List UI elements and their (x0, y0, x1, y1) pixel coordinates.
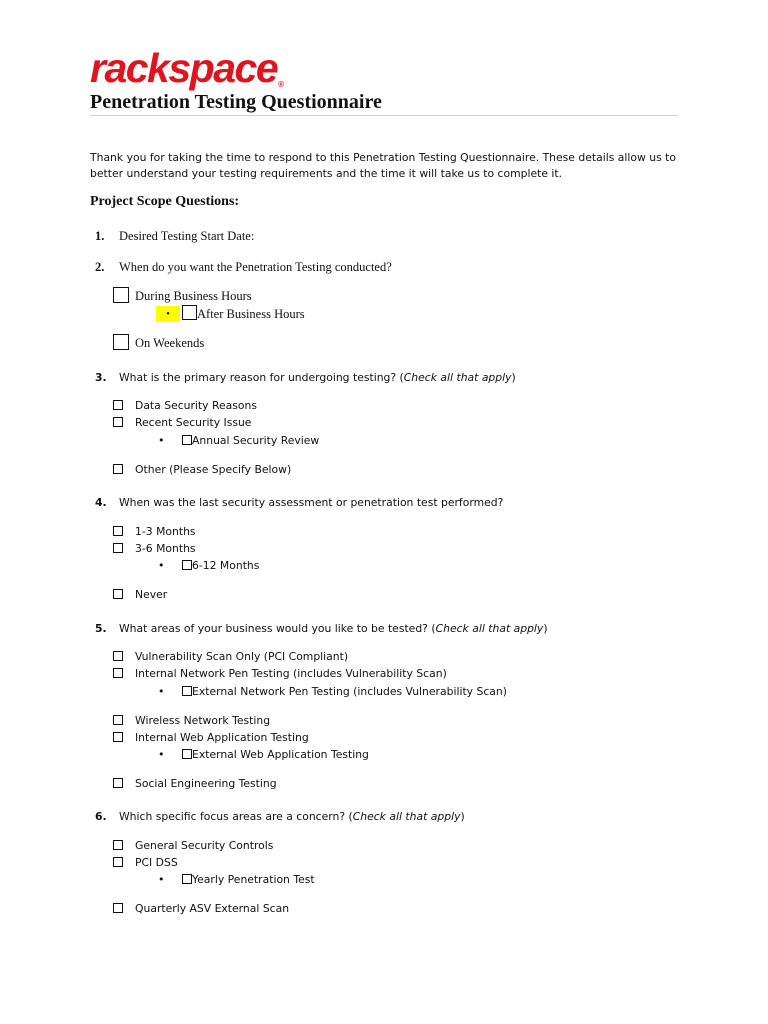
option-label: 1-3 Months (135, 525, 196, 538)
intro-line-1: Thank you for taking the time to respond to this Penetration Testing Questionnaire. These details allow us to (90, 151, 676, 164)
checkbox[interactable] (113, 778, 123, 788)
option-label: Internal Network Pen Testing (includes Vulnerability Scan) (135, 667, 447, 680)
question-number: 2. (95, 260, 105, 274)
question-text: What is the primary reason for undergoing testing? (Check all that apply) (119, 371, 516, 384)
option-label: 3-6 Months (135, 542, 196, 555)
checkbox[interactable] (113, 732, 123, 742)
section-heading: Project Scope Questions: (90, 194, 240, 209)
question-text: When do you want the Penetration Testing conducted? (119, 260, 392, 274)
checkbox[interactable] (113, 464, 123, 474)
checkbox[interactable] (113, 903, 123, 913)
question-number: 6. (95, 810, 107, 823)
page-title: Penetration Testing Questionnaire (90, 91, 382, 113)
option-label: Annual Security Review (192, 434, 320, 447)
question-number: 4. (95, 496, 107, 509)
checkbox[interactable] (113, 400, 123, 410)
option-label: General Security Controls (135, 839, 274, 852)
checkbox[interactable] (113, 840, 123, 850)
option-label: Data Security Reasons (135, 399, 257, 412)
option-label: Other (Please Specify Below) (135, 463, 292, 476)
option-label: 6-12 Months (192, 559, 260, 572)
question-number: 1. (95, 229, 105, 243)
bullet-icon: • (158, 873, 165, 886)
option-label: Vulnerability Scan Only (PCI Compliant) (135, 650, 349, 663)
checkbox[interactable] (182, 560, 192, 570)
checkbox[interactable] (182, 874, 192, 884)
bullet-icon: • (158, 685, 165, 698)
option-label: Recent Security Issue (135, 416, 252, 429)
question-text: Which specific focus areas are a concern? (Check all that apply) (119, 810, 465, 823)
checkbox[interactable] (113, 526, 123, 536)
intro-paragraph (90, 150, 676, 182)
option-label: Social Engineering Testing (135, 777, 277, 790)
intro-line-2: better understand your testing requirements and the time it will take us to complete it. (90, 167, 563, 180)
checkbox[interactable] (182, 435, 192, 445)
checkbox[interactable] (113, 715, 123, 725)
checkbox[interactable] (113, 651, 123, 661)
question-text: What areas of your business would you like to be tested? (Check all that apply) (119, 622, 548, 635)
checkbox[interactable] (113, 543, 123, 553)
checkbox[interactable] (113, 589, 123, 599)
checkbox[interactable] (182, 305, 197, 320)
checkbox[interactable] (113, 334, 129, 350)
bullet-icon: • (158, 434, 165, 447)
option-label: Yearly Penetration Test (192, 873, 315, 886)
checkbox[interactable] (182, 749, 192, 759)
option-label: External Network Pen Testing (includes Vulnerability Scan) (192, 685, 507, 698)
checkbox[interactable] (113, 857, 123, 867)
option-label: Never (135, 588, 168, 601)
option-label: PCI DSS (135, 856, 178, 869)
bullet-icon: • (158, 748, 165, 761)
question-text: Desired Testing Start Date: (119, 229, 255, 243)
logo-text: rackspace (90, 45, 278, 91)
option-label: On Weekends (135, 336, 205, 350)
rackspace-logo (90, 45, 285, 91)
option-label: Wireless Network Testing (135, 714, 271, 727)
option-label: External Web Application Testing (192, 748, 369, 761)
question-number: 3. (95, 371, 107, 384)
title-divider (90, 115, 678, 116)
option-label: Internal Web Application Testing (135, 731, 309, 744)
question-number: 5. (95, 622, 107, 635)
option-label: After Business Hours (197, 307, 305, 321)
option-label: Quarterly ASV External Scan (135, 902, 290, 915)
checkbox[interactable] (113, 417, 123, 427)
checkbox[interactable] (113, 668, 123, 678)
bullet-icon: • (158, 559, 165, 572)
checkbox[interactable] (113, 287, 129, 303)
option-label: During Business Hours (135, 289, 252, 303)
checkbox[interactable] (182, 686, 192, 696)
question-text: When was the last security assessment or penetration test performed? (119, 496, 504, 509)
registered-mark: ® (278, 80, 285, 89)
bullet-icon: • (156, 306, 180, 322)
